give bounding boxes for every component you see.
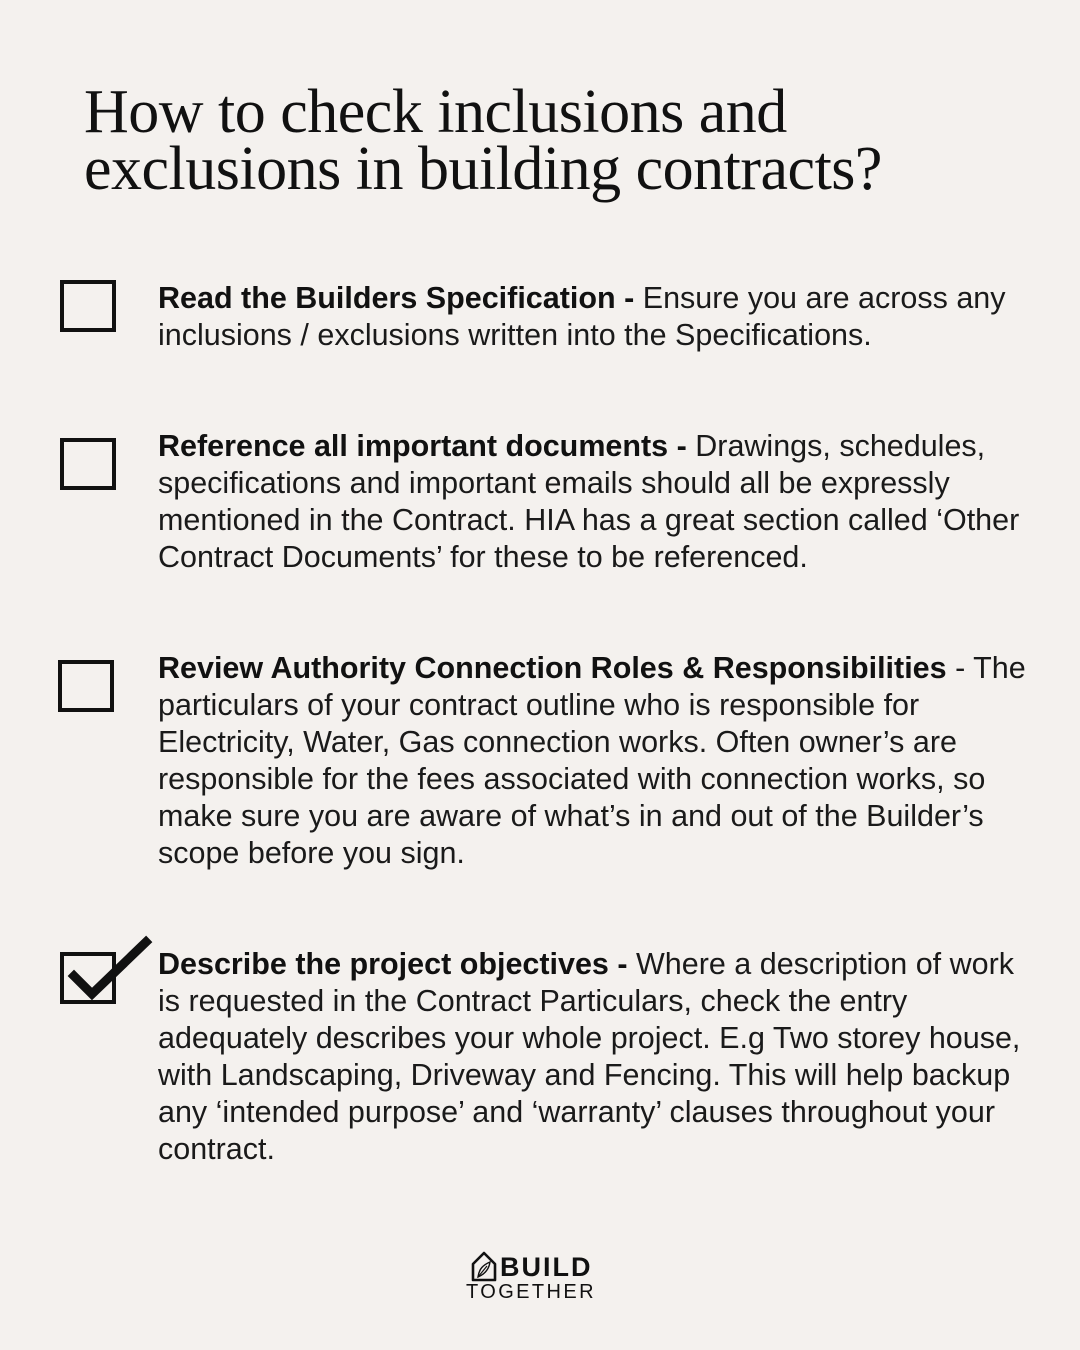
checklist-item-text — [158, 280, 1028, 354]
logo-wordmark-build: BUILD — [500, 1252, 593, 1282]
checklist-item-text — [158, 428, 1028, 576]
checkbox-unchecked-icon[interactable] — [60, 280, 116, 332]
checklist-item-body: - The particulars of your contract outline who is responsible for Electricity, Water, Gas connection works. Often owner’s are responsible for the fees associated with connection works, so make sure you are aware of what’s in and out of the Builder’s scope before you sign. — [158, 651, 1026, 870]
checkbox-unchecked-icon[interactable] — [58, 660, 114, 712]
page-title: How to check inclusions and exclusions in building contracts? — [84, 78, 882, 203]
checklist-item-heading: Reference all important documents - — [158, 429, 687, 463]
checkbox-unchecked-icon[interactable] — [60, 438, 116, 490]
checklist-item-heading: Read the Builders Specification - — [158, 281, 635, 315]
checklist-item-text — [158, 650, 1028, 872]
checkmark-icon — [60, 940, 152, 1012]
checklist-item-heading: Describe the project objectives - — [158, 947, 628, 981]
build-together-logo — [0, 1248, 1080, 1308]
logo-wordmark-together: TOGETHER — [466, 1281, 596, 1303]
checklist-item-body: Ensure you are across any inclusions / exclusions written into the Specifications. — [158, 281, 1006, 352]
checklist-item-heading: Review Authority Connection Roles & Responsibilities — [158, 651, 947, 685]
house-leaf-icon — [471, 1250, 497, 1282]
checklist-item-body: Where a description of work is requested in the Contract Particulars, check the entry adequately describes your whole project. E.g Two storey house, with Landscaping, Driveway and Fencing. This will help backup any ‘intended purpose’ and ‘warranty’ clauses throughout your contract. — [158, 947, 1021, 1166]
checklist-item-text — [158, 946, 1028, 1168]
checkbox-checked-icon[interactable] — [60, 952, 116, 1004]
checklist-item-body: Drawings, schedules, specifications and important emails should all be expressly mentioned in the Contract. HIA has a great section called ‘Other Contract Documents’ for these to be referenced. — [158, 429, 1020, 574]
